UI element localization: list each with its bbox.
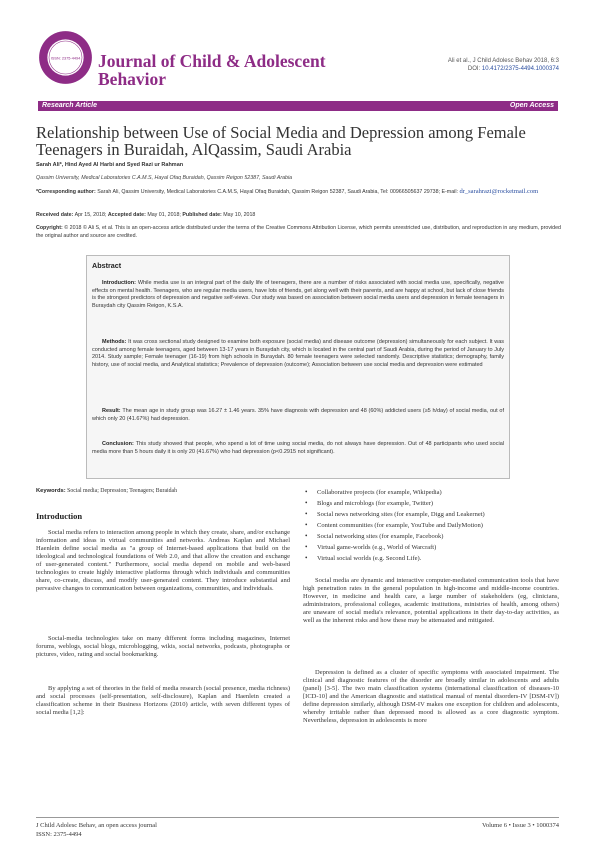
footer-journal: [36, 822, 157, 839]
abstract-methods-text: It was cross sectional study designed to examine both exposure (social media) and disease outcome (depression) simultaneously for each subject. It was conducted among female teenagers, aged between 13-17 years in Buraydah city, which is located in the central part of Saudi Arabia, during the period of January to July 2014. Study sample; Female teenager (16-19) from high schools in Buraydah. 80 female teenagers were selected randomly. Descriptive statistics; demography, family history, use of social media, and Analytical statistics; Prevalence of depression (outcome); Association between use social media and depression were estimated: [92, 339, 504, 369]
accepted-label: Accepted date:: [107, 212, 146, 218]
journal-title-line1: Journal of Child & Adolescent: [98, 51, 326, 71]
received-date: Apr 15, 2018;: [73, 212, 108, 218]
published-label: Published date:: [182, 212, 222, 218]
right-paragraph-2: [303, 669, 559, 725]
copyright-label: Copyright:: [36, 225, 63, 231]
list-item: • Social networking sites (for example, Facebook): [303, 531, 559, 542]
keywords: [36, 488, 286, 494]
intro-p3-text: By applying a set of theories in the field of media research (social presence, media richness) and social processes (self-presentation, self-disclosure), Kaplan and Haenlein created a classification scheme in their Business Horizons (2010) article, with seven different types of social media [1,2]:: [36, 685, 290, 716]
intro-paragraph-2: [36, 635, 290, 659]
abstract-methods-label: Methods:: [102, 339, 127, 345]
citation-line: Ali et al., J Child Adolesc Behav 2018, 6:3: [447, 58, 559, 64]
corresponding-author: [36, 188, 561, 196]
list-item: • Virtual game-worlds (e.g., World of Warcraft): [303, 542, 559, 553]
intro-p2-text: Social-media technologies take on many different forms including magazines, Internet forums, weblogs, social blogs, microblogging, wikis, social networks, podcasts, photographs or pictures, video, rating and social bookmarking.: [36, 635, 290, 658]
abstract-result: [92, 408, 504, 423]
abstract-heading: Abstract: [92, 261, 122, 270]
introduction-heading: Introduction: [36, 511, 83, 521]
abstract-intro-label: Introduction:: [102, 280, 136, 286]
intro-paragraph-3: [36, 685, 290, 717]
research-article-label: Research Article: [42, 102, 97, 109]
authors: Sarah Ali*, Hind Ayed Al Harbi and Syed Razi ur Rahman: [36, 162, 184, 168]
abstract-introduction: [92, 280, 504, 311]
open-access-label: Open Access: [509, 102, 554, 109]
article-type-band: [38, 101, 558, 111]
intro-paragraph-1: [36, 529, 290, 593]
doi-line: [329, 65, 559, 73]
right-p1-text: Social media are dynamic and interactive computer-mediated communication tools that have high penetration rates in the general population in high-income and middle-income countries. However, in medicine and health care, a large number of stakeholders (eg, clinicians, administrators, professional colleges, academic institutions, ministries of health, among others) are unaware of social media's relevance, potential applications in their day-to-day activities, as well as the inherent risks and how these may be attenuated and mitigated.: [303, 577, 559, 624]
corr-label: *Corresponding author:: [36, 189, 96, 195]
citation-block: [329, 57, 559, 73]
doi-label: DOI:: [467, 66, 482, 72]
list-item: • Virtual social worlds (e.g. Second Life).: [303, 553, 559, 564]
article-title: Relationship between Use of Social Media and Depression among Female Teenagers in Buraidah, AlQassim, Saudi Arabia: [36, 123, 526, 159]
doi-link[interactable]: 10.4172/2375-4494.1000374: [481, 66, 559, 72]
abstract-box: [86, 255, 510, 479]
right-paragraph-1: [303, 577, 559, 625]
affiliation: Qassim University, Medical Laboratories C.A.M.S, Hayal Ofaq Buraidah, Qassim Reigon 52387, Saudi Arabia: [36, 175, 293, 181]
journal-title[interactable]: [98, 52, 348, 88]
abstract-intro-text: While media use is an integral part of the daily life of teenagers, there are a number of risks associated with social media use, specifically, negative effects on mental health. Teenagers, who are regular media users, have lots of friends, get along well with their parents, and are happy at school, but lack of close friends is the strongest predictors of depression and negative self-views. Our study was based on association between social media users and depression in female teenagers in Buraydah city Qassim Reigon, K.S.A.: [92, 280, 504, 310]
corr-text: Sarah Ali, Qassim University, Medical Laboratories C.A.M.S, Hayal Ofaq Buraidah, Qassim Reigon 52387, Saudi Arabia, Tel: 00966505637 29738; E-mail:: [95, 189, 460, 195]
keywords-text: Social media; Depression; Teenagers; Buraidah: [65, 488, 178, 494]
footer-volume: Volume 6 • Issue 3 • 1000374: [481, 822, 559, 829]
footer-issn: ISSN: 2375-4494: [36, 830, 82, 838]
abstract-result-label: Result:: [102, 408, 121, 414]
abstract-conclusion-label: Conclusion:: [102, 441, 134, 447]
accepted-date: May 01, 2018;: [145, 212, 183, 218]
list-item: • Blogs and microblogs (for example, Twitter): [303, 498, 559, 509]
logo-issn: ISSN: 2375-4494: [50, 56, 81, 61]
copyright: [36, 224, 561, 240]
footer-divider: [36, 817, 559, 818]
journal-title-line2: Behavior: [98, 69, 167, 89]
copyright-text: © 2018 © Ali S, et al. This is an open-access article distributed under the terms of the Creative Commons Attribution License, which permits unrestricted use, distribution, and reproduction in any medium, provided the original author and source are credited.: [36, 225, 561, 239]
received-label: Received date:: [36, 212, 74, 218]
corr-email-link[interactable]: dr_sarahrazi@rocketmail.com: [459, 188, 539, 195]
abstract-conclusion-text: This study showed that people, who spend a lot of time using social media, do not always have depression. Out of 48 participants who used social media more than 5 hours daily it is only 20 (41.67%) who had depression (p<0.2915 not significant).: [92, 441, 504, 455]
right-p2-text: Depression is defined as a cluster of specific symptoms with associated impairment. The clinical and diagnostic features of the disorder are broadly similar in adolescents and adults (panel) [3-5]. The two main classification systems (international classification of diseases-10 [ICD-10] and the American diagnostic and statistical manual of mental disorders-IV [DSM-IV]) define depression similarly, although DSM-IV makes one exception for children and adolescents, whereby irritable rather than depressed mood is allowed as a core diagnostic symptom. Nevertheless, depression in adolescents is more: [303, 669, 559, 724]
published-date: May 10, 2018: [221, 212, 256, 218]
intro-p1-text: Social media refers to interaction among people in which they create, share, and/or exchange information and ideas in virtual communities and networks. Andreas Kaplan and Michael Haenlein define social media as "a group of Internet-based applications that build on the ideological and technological foundations of Web 2.0, and that allow the creation and exchange of user-generated content." Furthermore, social media depend on mobile and web-based technologies to create highly interactive platforms through which individuals and communities share, co-create, discuss, and modify user-generated content. They introduce substantial and pervasive changes to communication between organizations, communities, and individuals.: [36, 529, 290, 592]
article-dates: [36, 212, 561, 218]
abstract-methods: [92, 339, 504, 370]
list-item: • Social news networking sites (for example, Digg and Leakernet): [303, 509, 559, 520]
journal-logo: [38, 30, 93, 85]
keywords-label: Keywords:: [36, 488, 66, 494]
social-media-types-list: [303, 487, 559, 564]
abstract-conclusion: [92, 441, 504, 456]
abstract-result-text: The mean age in study group was 16.27 ± 1.46 years. 35% have diagnosis with depression and 48 (60%) addicted users (≥5 h/day) of social media, out of which only 20 (41.67%) had depression.: [92, 408, 504, 422]
list-item: • Content communities (for example, YouTube and DailyMotion): [303, 520, 559, 531]
list-item: • Collaborative projects (for example, Wikipedia): [303, 487, 559, 498]
footer-journal-name: J Child Adolesc Behav, an open access journal: [36, 822, 157, 829]
